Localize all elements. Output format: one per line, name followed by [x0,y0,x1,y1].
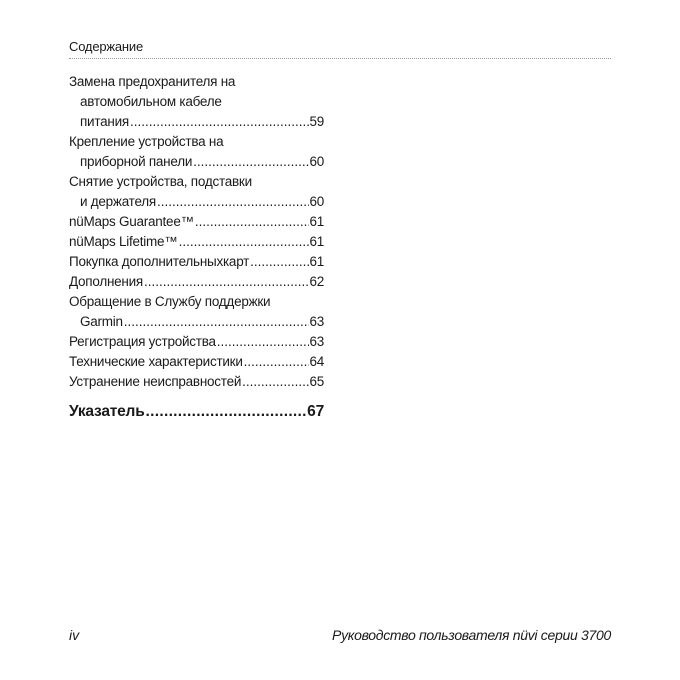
toc-page-number: 62 [309,274,324,289]
toc-page-number: 65 [309,374,324,389]
toc-entry-line [69,152,324,172]
toc-entry-contact-support[interactable] [69,292,324,332]
toc-page-number: 61 [309,234,324,249]
toc-entry-line [69,272,324,292]
toc-entry-text: Регистрация устройства [69,334,216,349]
toc-entry-extras[interactable] [69,272,324,292]
toc-entry-text: nüMaps Lifetime™ [69,234,178,249]
dot-leader [143,272,309,292]
toc-entry-text: Покупка дополнительныхкарт [69,254,250,269]
footer-manual-title: Руководство пользователя nüvi серии 3700 [332,627,611,643]
toc-entry-text: Крепление устройства на [69,134,224,149]
toc-entry-numaps-guarantee[interactable] [69,212,324,232]
toc-entry-text: Дополнения [69,274,143,289]
toc-page-number: 59 [309,114,324,129]
dot-leader [156,192,310,212]
toc-entry-specifications[interactable] [69,352,324,372]
toc-entry-text: nüMaps Guarantee™ [69,214,194,229]
footer-page-number: iv [69,627,80,643]
header-title: Содержание [69,39,143,54]
toc-page-number: 60 [309,154,324,169]
toc-page-number: 64 [309,354,324,369]
toc-page-number: 63 [309,314,324,329]
page-header [69,38,611,59]
toc-entry-removal[interactable] [69,172,324,212]
toc-entry-troubleshooting[interactable] [69,372,324,392]
dot-leader [145,401,308,423]
toc-entry-line [69,112,324,132]
dot-leader [192,152,309,172]
dot-leader [216,332,310,352]
toc-entry-text: Снятие устройства, подставки [69,174,252,189]
toc-page-number: 67 [307,403,324,420]
toc-entry-text: Замена предохранителя на [69,74,236,89]
dot-leader [243,352,310,372]
toc-page-number: 63 [309,334,324,349]
toc-entry-line [69,372,324,392]
toc-entry-line [69,352,324,372]
toc-page-number: 61 [309,214,324,229]
dot-leader [178,232,310,252]
toc-entry-line [69,332,324,352]
toc-entry-line [69,192,324,212]
toc-entry-line [69,252,324,272]
dot-leader [194,212,310,232]
toc-entry-buy-maps[interactable] [69,252,324,272]
toc-entry-line [69,401,324,423]
toc-entry-index[interactable] [69,401,324,423]
toc-entry-text: Обращение в Службу поддержки [69,294,271,309]
toc-entry-numaps-lifetime[interactable] [69,232,324,252]
toc-entry-text: Указатель [69,403,145,420]
toc-entry-line [69,212,324,232]
toc-entry-text: и держателя [80,194,156,209]
dot-leader [249,252,309,272]
toc-entry-fuse[interactable] [69,72,324,132]
toc-page-number: 61 [309,254,324,269]
table-of-contents [69,72,324,423]
toc-entry-text: приборной панели [80,154,193,169]
toc-entry-line [69,232,324,252]
toc-entry-text: питания [80,114,129,129]
toc-page-number: 60 [309,194,324,209]
toc-entry-text: Garmin [80,314,123,329]
toc-entry-text: Устранение неисправностей [69,374,242,389]
toc-entry-dash-mount[interactable] [69,132,324,172]
dot-leader [129,112,310,132]
toc-entry-registration[interactable] [69,332,324,352]
toc-entry-line [69,312,324,332]
toc-entry-text: автомобильном кабеле [80,94,222,109]
dot-leader [123,312,310,332]
dot-leader [241,372,309,392]
toc-entry-text: Технические характеристики [69,354,243,369]
